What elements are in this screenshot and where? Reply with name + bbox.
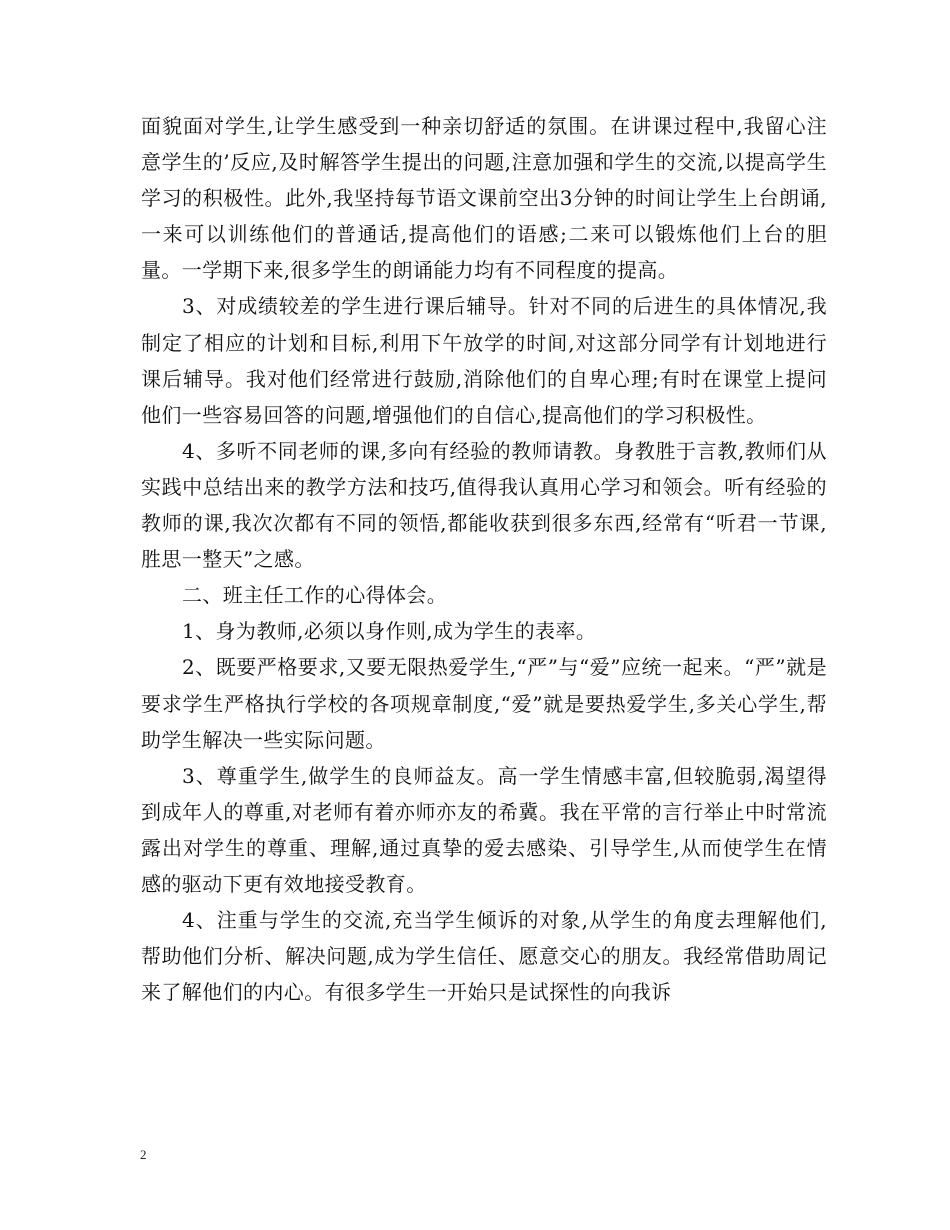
document-body [141,108,827,1010]
paragraph-3: 4、多听不同老师的课,多向有经验的教师请教。身教胜于言教,教师们从实践中总结出来的教学方法和技巧,值得我认真用心学习和领会。听有经验的教师的课,我次次都有不同的领悟,都能收获到很多东西,经常有“听君一节课,胜思一整天”之感。 [141,438,827,572]
paragraph-1: 面貌面对学生,让学生感受到一种亲切舒适的氛围。在讲课过程中,我留心注意学生的’反应,及时解答学生提出的问题,注意加强和学生的交流,以提高学生学习的积极性。此外,我坚持每节语文课前空出3分钟的时间让学生上台朗诵,一来可以训练他们的普通话,提高他们的语感;二来可以锻炼他们上台的胆量。一学期下来,很多学生的朗诵能力均有不同程度的提高。 [141,114,827,283]
page-number: 2 [140,1147,147,1162]
paragraph-8: 4、注重与学生的交流,充当学生倾诉的对象,从学生的角度去理解他们,帮助他们分析、解决问题,成为学生信任、愿意交心的朋友。我经常借助周记来了解他们的内心。有很多学生一开始只是试探性的向我诉 [141,908,827,1005]
paragraph-6: 2、既要严格要求,又要无限热爱学生,“严”与“爱”应统一起来。“严”就是要求学生严格执行学校的各项规章制度,“爱”就是要热爱学生,多关心学生,帮助学生解决一些实际问题。 [141,655,827,752]
section-heading: 二、班主任工作的心得体会。 [182,583,448,608]
paragraph-2: 3、对成绩较差的学生进行课后辅导。针对不同的后进生的具体情况,我制定了相应的计划和目标,利用下午放学的时间,对这部分同学有计划地进行课后辅导。我对他们经常进行鼓励,消除他们的自卑心理;有时在课堂上提问他们一些容易回答的问题,增强他们的自信心,提高他们的学习积极性。 [141,294,827,427]
paragraph-7: 3、尊重学生,做学生的良师益友。高一学生情感丰富,但较脆弱,渴望得到成年人的尊重,对老师有着亦师亦友的希冀。我在平常的言行举止中时常流露出对学生的尊重、理解,通过真挚的爱去感染、引导学生,从而使学生在情感的驱动下更有效地接受教育。 [141,763,827,896]
paragraph-5: 1、身为教师,必须以身作则,成为学生的表率。 [182,619,597,644]
